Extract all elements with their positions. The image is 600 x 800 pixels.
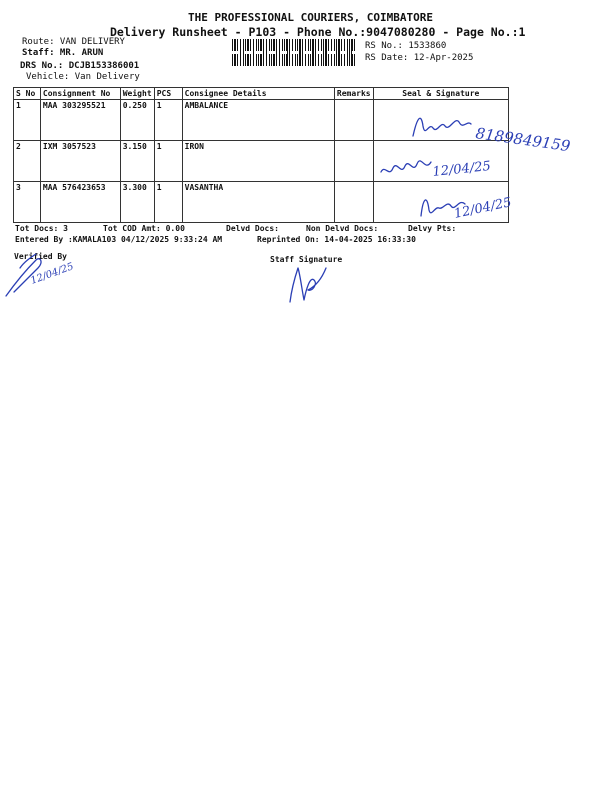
- cell-sno: 2: [14, 141, 41, 182]
- signature-row-1: [405, 108, 575, 156]
- rs-number: RS No.: 1533860: [365, 41, 447, 51]
- drs-number: DRS No.: DCJB153386001: [20, 61, 140, 71]
- col-header-consignment: Consignment No: [40, 88, 120, 100]
- total-docs: Tot Docs: 3: [15, 224, 68, 233]
- non-delivered-docs: Non Delvd Docs:: [306, 224, 379, 233]
- cell-consignee: AMBALANCE: [182, 100, 334, 141]
- cell-sno: 1: [14, 100, 41, 141]
- entered-by: Entered By :KAMALA103 04/12/2025 9:33:24 AM: [15, 235, 223, 244]
- cell-sno: 3: [14, 182, 41, 223]
- svg-text:12/04/25: 12/04/25: [29, 261, 76, 287]
- cell-consignee: IRON: [182, 141, 334, 182]
- staff-label: Staff: MR. ARUN: [22, 48, 104, 58]
- col-header-signature: Seal & Signature: [373, 88, 508, 100]
- cell-pcs: 1: [154, 141, 182, 182]
- cell-weight: 3.150: [120, 141, 154, 182]
- col-header-pcs: PCS: [154, 88, 182, 100]
- cell-weight: 0.250: [120, 100, 154, 141]
- cell-consignment: MAA 576423653: [40, 182, 120, 223]
- col-header-sno: S No: [14, 88, 41, 100]
- runsheet-title: Delivery Runsheet - P103 - Phone No.:9047080280 - Page No.:1: [110, 25, 526, 39]
- route-label: Route: VAN DELIVERY: [22, 37, 125, 47]
- cell-consignment: MAA 303295521: [40, 100, 120, 141]
- verified-by-label: Verified By: [14, 252, 67, 261]
- total-cod-amount: Tot COD Amt: 0.00: [103, 224, 185, 233]
- table-header-row: [14, 88, 509, 100]
- svg-text:12/04/25: 12/04/25: [431, 158, 492, 180]
- company-name: THE PROFESSIONAL COURIERS, COIMBATORE: [188, 11, 434, 24]
- cell-pcs: 1: [154, 182, 182, 223]
- barcode-image: [232, 39, 356, 66]
- rs-date: RS Date: 12-Apr-2025: [365, 53, 474, 63]
- delivery-points: Delvy Pts:: [408, 224, 457, 233]
- col-header-weight: Weight: [120, 88, 154, 100]
- cell-weight: 3.300: [120, 182, 154, 223]
- vehicle-label: Vehicle: Van Delivery: [26, 72, 140, 82]
- cell-remarks: [334, 141, 373, 182]
- verified-by-signature: [2, 248, 97, 303]
- cell-consignee: VASANTHA: [182, 182, 334, 223]
- signature-row-3: [415, 188, 555, 228]
- svg-text:8189849159: 8189849159: [474, 124, 572, 156]
- col-header-consignee: Consignee Details: [182, 88, 334, 100]
- signature-row-2: [375, 150, 535, 190]
- svg-text:12/04/25: 12/04/25: [452, 195, 513, 222]
- cell-remarks: [334, 182, 373, 223]
- reprinted-on: Reprinted On: 14-04-2025 16:33:30: [257, 235, 416, 244]
- cell-consignment: IXM 3057523: [40, 141, 120, 182]
- delivered-docs: Delvd Docs:: [226, 224, 279, 233]
- cell-remarks: [334, 100, 373, 141]
- cell-pcs: 1: [154, 100, 182, 141]
- col-header-remarks: Remarks: [334, 88, 373, 100]
- staff-signature-label: Staff Signature: [270, 255, 343, 264]
- staff-signature-mark: [282, 260, 342, 310]
